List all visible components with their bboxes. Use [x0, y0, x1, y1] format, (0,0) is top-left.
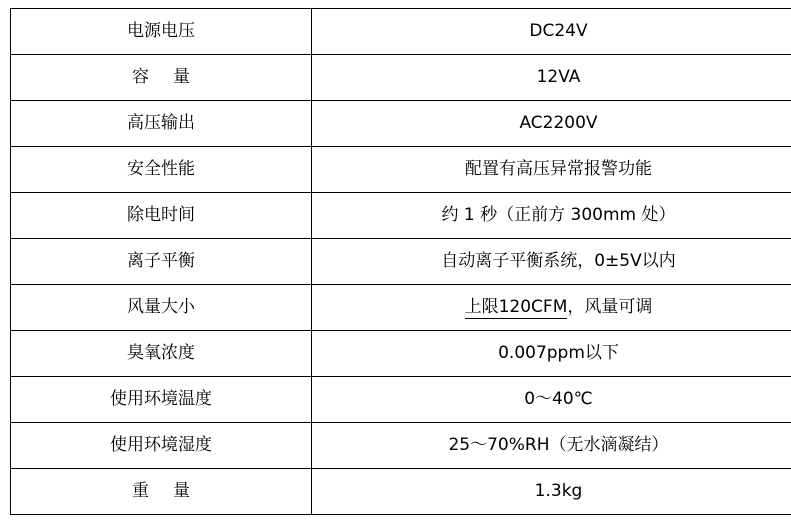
table-cell-label	[11, 55, 312, 101]
table-cell-label	[11, 193, 312, 239]
table-cell-label	[11, 9, 312, 55]
specification-table-body	[11, 9, 791, 515]
table-cell-label	[11, 285, 312, 331]
table-cell-label	[11, 147, 312, 193]
table-cell-value	[312, 101, 791, 147]
label-text: 电源电压	[127, 21, 195, 42]
table-row	[11, 239, 791, 285]
value-text: 配置有高压异常报警功能	[465, 159, 652, 180]
label-text: 高压输出	[127, 113, 195, 134]
table-row	[11, 423, 791, 469]
table-cell-value	[312, 285, 791, 331]
value-text: 12VA	[536, 67, 581, 88]
label-text: 容 量	[131, 67, 200, 88]
value-text-rest: ，风量可调	[567, 297, 653, 318]
table-row	[11, 55, 791, 101]
table-cell-label	[11, 239, 312, 285]
label-text: 重 量	[131, 481, 200, 502]
table-row	[11, 469, 791, 515]
table-cell-value	[312, 193, 791, 239]
table-cell-value	[312, 469, 791, 515]
table-row	[11, 101, 791, 147]
table-cell-value	[312, 9, 791, 55]
label-text: 臭氧浓度	[127, 343, 195, 364]
value-text: 25～70%RH（无水滴凝结）	[448, 435, 669, 456]
table-cell-label	[11, 101, 312, 147]
label-text: 除电时间	[127, 205, 195, 226]
table-cell-label	[11, 423, 312, 469]
table-cell-value	[312, 423, 791, 469]
table-row	[11, 193, 791, 239]
label-text: 离子平衡	[127, 251, 195, 272]
table-row	[11, 147, 791, 193]
label-text: 安全性能	[127, 159, 195, 180]
table-row	[11, 285, 791, 331]
table-row	[11, 331, 791, 377]
table-cell-value	[312, 331, 791, 377]
table-row	[11, 9, 791, 55]
table-cell-value	[312, 377, 791, 423]
label-text: 使用环境温度	[110, 389, 212, 410]
label-text: 使用环境湿度	[110, 435, 212, 456]
table-cell-label	[11, 331, 312, 377]
value-text: 1.3kg	[534, 481, 583, 502]
table-row	[11, 377, 791, 423]
value-text: AC2200V	[519, 113, 598, 134]
value-text: 0～40℃	[524, 389, 593, 410]
table-cell-value	[312, 147, 791, 193]
table-cell-value	[312, 239, 791, 285]
value-text-underlined: 上限120CFM	[464, 297, 568, 318]
value-text: 约 1 秒（正前方 300mm 处）	[441, 205, 676, 226]
value-text: 0.007ppm以下	[498, 343, 619, 364]
table-cell-label	[11, 469, 312, 515]
value-text: DC24V	[529, 21, 588, 42]
table-cell-label	[11, 377, 312, 423]
specification-table	[10, 8, 791, 515]
value-text: 自动离子平衡系统，0±5V以内	[441, 251, 676, 272]
label-text: 风量大小	[127, 297, 195, 318]
table-cell-value	[312, 55, 791, 101]
